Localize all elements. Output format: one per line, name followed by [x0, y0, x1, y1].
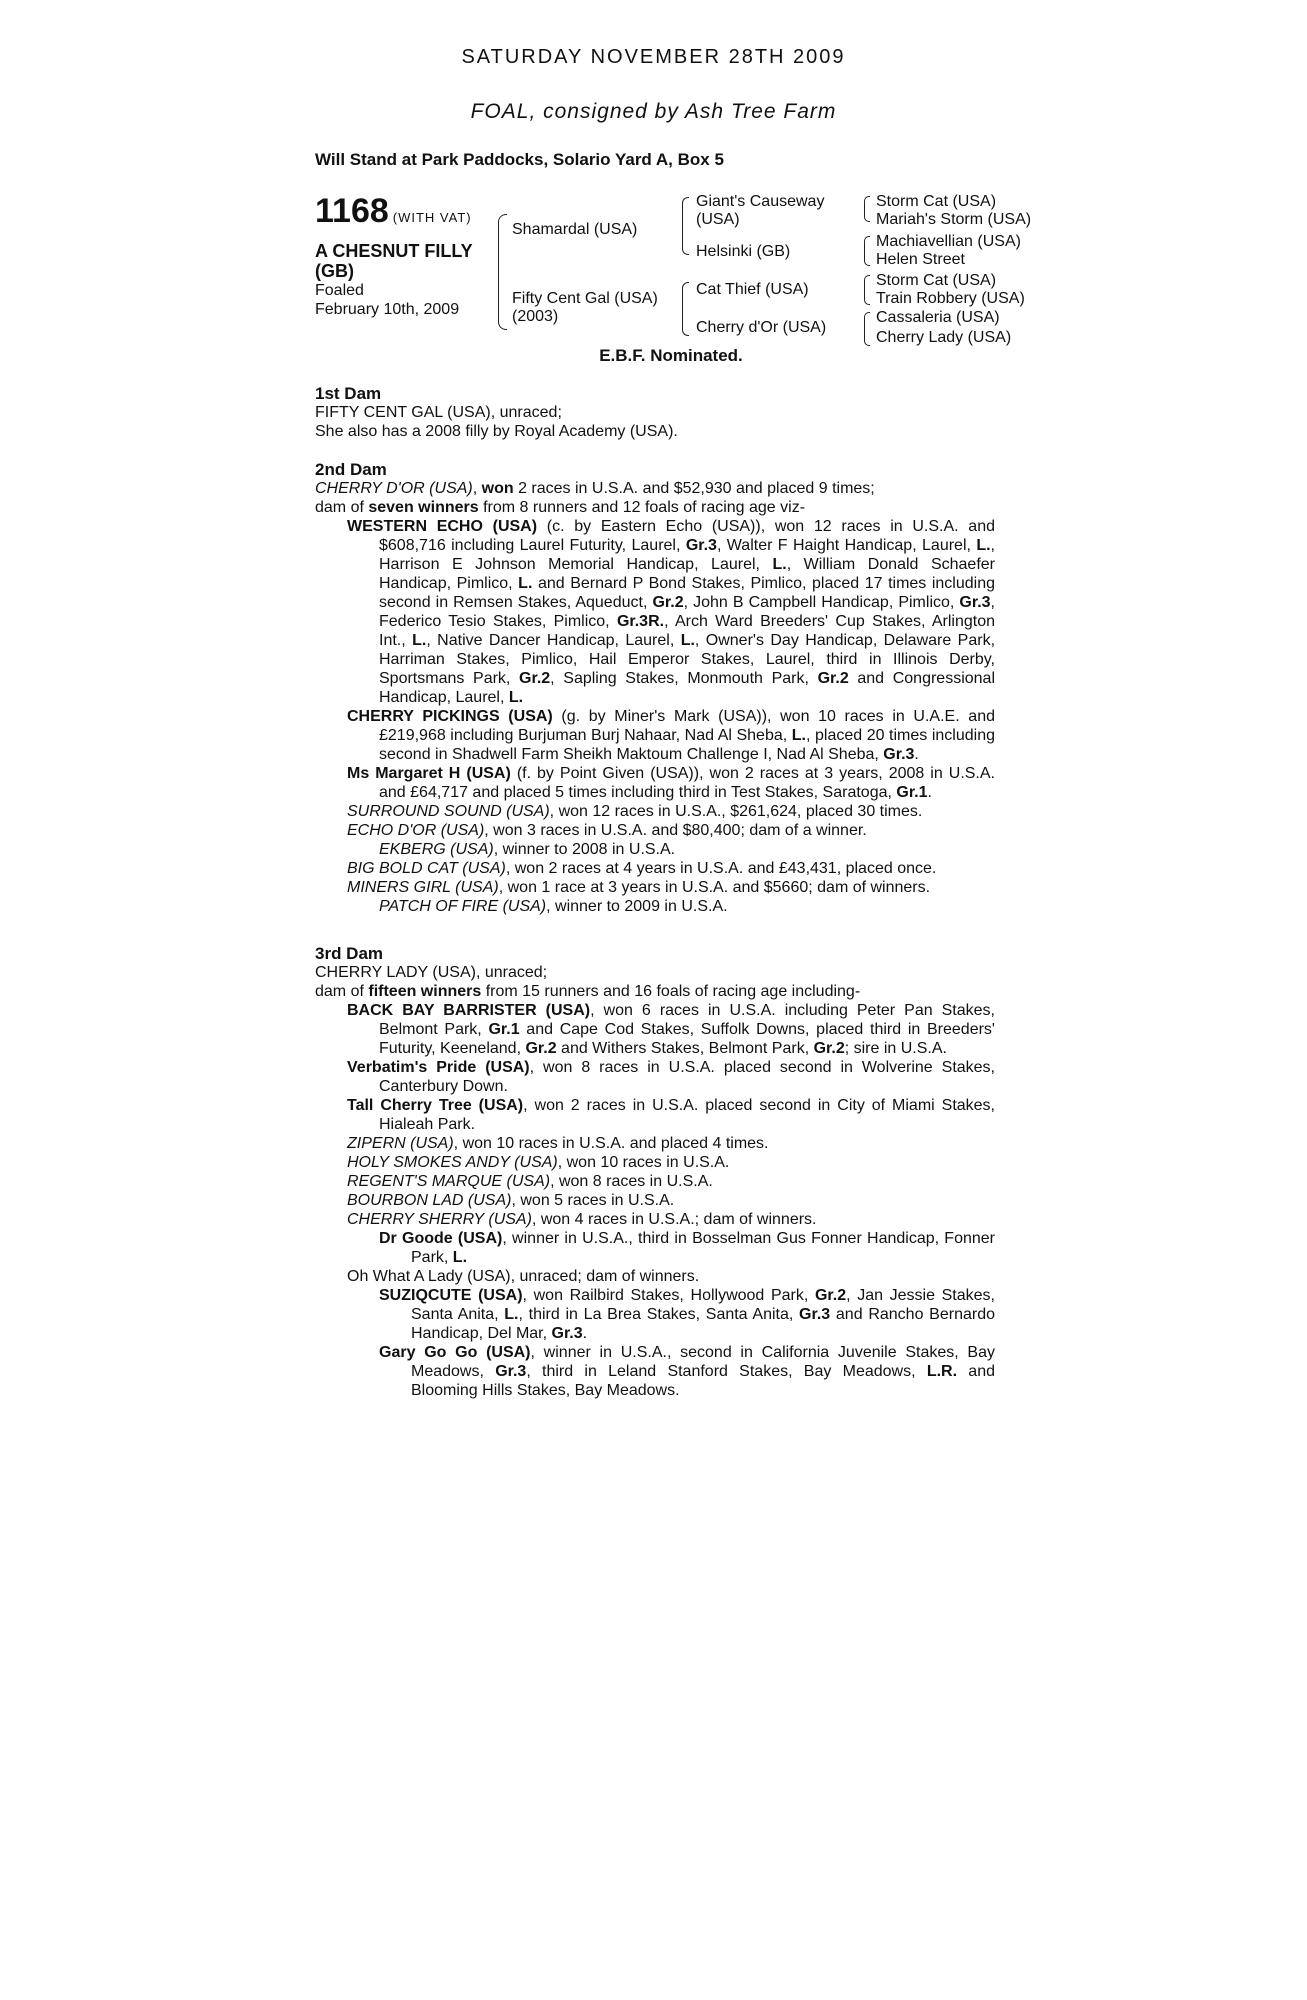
- lot-info: [315, 192, 495, 319]
- text-span: dam of: [315, 499, 369, 516]
- text-span: and Blooming Hills Stakes, Bay Meadows.: [411, 1363, 996, 1399]
- pedigree-sdd: Helen Street: [876, 251, 965, 268]
- text-span: from 8 runners and 12 foals of racing age viz-: [478, 499, 806, 516]
- text-span: , Walter F Haight Handicap, Laurel,: [716, 537, 977, 554]
- pedigree-dam-dam: Cherry d'Or (USA): [696, 319, 827, 336]
- grade: L.: [518, 575, 533, 592]
- produce-zipern: [347, 1134, 995, 1153]
- pedigree-dss: Storm Cat (USA): [876, 272, 997, 289]
- pedigree-dam: Fifty Cent Gal (USA): [512, 290, 658, 307]
- horse-name: WESTERN ECHO (USA): [347, 518, 538, 535]
- horse-name: MINERS GIRL (USA): [347, 879, 499, 896]
- grade: Gr.3: [799, 1306, 831, 1323]
- grade: Gr.2: [525, 1040, 557, 1057]
- text-span: , won 3 races in U.S.A. and $80,400; dam of a winner.: [484, 822, 867, 839]
- consignment-line: FOAL, consigned by Ash Tree Farm: [470, 100, 837, 123]
- foaled-label: Foaled: [315, 282, 364, 299]
- second-dam-line: CHERRY D'OR (USA), won 2 races in U.S.A. and $52,930 and placed 9 times;: [315, 480, 875, 497]
- text-span: , Harrison E Johnson Memorial Handicap, Laurel,: [379, 537, 995, 573]
- text-span: , won 8 races in U.S.A. placed second in Wolverine Stakes, Canterbury Down.: [379, 1059, 995, 1095]
- second-dam-section: [315, 460, 995, 916]
- horse-name: REGENT'S MARQUE (USA): [347, 1173, 551, 1190]
- text-span: , third in Leland Stanford Stakes, Bay Meadows,: [526, 1363, 927, 1380]
- first-dam-line: FIFTY CENT GAL (USA), unraced;: [315, 404, 562, 421]
- second-dam-produce: [315, 498, 995, 517]
- horse-name: BACK BAY BARRISTER (USA): [347, 1002, 591, 1019]
- horse-name: ZIPERN (USA): [347, 1135, 454, 1152]
- produce-list: [315, 517, 995, 916]
- horse-name: EKBERG (USA): [379, 841, 494, 858]
- grade: Gr.3: [883, 746, 915, 763]
- text-span: , won 6 races in U.S.A. including Peter Pan Stakes, Belmont Park,: [379, 1002, 995, 1038]
- text-span: and Rancho Bernardo Handicap, Del Mar,: [411, 1306, 995, 1342]
- grade: Gr.2: [813, 1040, 845, 1057]
- produce-gary-go-go: [347, 1343, 995, 1400]
- text-span: and Withers Stakes, Belmont Park,: [556, 1040, 814, 1057]
- produce-cherry-pickings: CHERRY PICKINGS (USA) (g. by Miner's Mark (USA)), won 10 races in U.A.E. and £219,968 including Burjuman Burj Nahaar, Nad Al Sheba, L., placed 20 times including second in Shadwell Farm Sheikh Maktoum Challenge I, Nad Al Sheba, Gr.3.: [347, 708, 996, 763]
- pedigree-notes: [315, 384, 995, 1419]
- produce-patch-of-fire: [347, 897, 995, 916]
- text-span: , Owner's Day Handicap, Delaware Park, Harriman Stakes, Pimlico, Hail Emperor Stakes, Laurel, third in Illinois Derby, Sportsmans Park,: [379, 632, 996, 687]
- text-span: , won 1 race at 3 years in U.S.A. and $5660; dam of winners.: [498, 879, 931, 896]
- pedigree-sss: Storm Cat (USA): [876, 193, 997, 210]
- produce-verbatims-pride: [347, 1058, 995, 1096]
- text-span: , won 8 races in U.S.A.: [550, 1173, 713, 1190]
- stand-location: Will Stand at Park Paddocks, Solario Yard A, Box 5: [315, 150, 724, 169]
- text-span: , won 4 races in U.S.A.; dam of winners.: [531, 1211, 817, 1228]
- winner-count: seven winners: [368, 499, 479, 516]
- second-dam-heading: 2nd Dam: [315, 460, 387, 479]
- lot-number: 1168: [315, 192, 389, 230]
- pedigree-brace-main: [498, 214, 507, 330]
- text-span: (f. by Point Given (USA)), won 2 races at 3 years, 2008 in U.S.A. and £64,717 and placed 5 times including third in Test Stakes, Saratoga,: [379, 765, 995, 801]
- produce-oh-what-a-lady: Oh What A Lady (USA), unraced; dam of winners.: [347, 1268, 700, 1285]
- lot-origin: (GB): [315, 261, 354, 281]
- second-dam-name: CHERRY D'OR (USA): [315, 480, 473, 497]
- sale-date: SATURDAY NOVEMBER 28TH 2009: [461, 46, 846, 68]
- grade: L.: [504, 1306, 519, 1323]
- grade: Gr.1: [488, 1021, 520, 1038]
- ebf-nomination: E.B.F. Nominated.: [599, 346, 743, 365]
- produce-surround-sound: [347, 802, 995, 821]
- grade: Gr.3: [685, 537, 717, 554]
- pedigree-sire-dam: Helsinki (GB): [696, 243, 791, 260]
- text-span: , won 10 races in U.S.A.: [557, 1154, 730, 1171]
- text-span: , Jan Jessie Stakes, Santa Anita,: [411, 1287, 995, 1323]
- text-span: (c. by Eastern Echo (USA)), won 12 races in U.S.A. and $608,716 including Laurel Futurity, Laurel,: [379, 518, 995, 554]
- text-span: , won 12 races in U.S.A., $261,624, placed 30 times.: [549, 803, 923, 820]
- pedigree-brace-ss: [864, 196, 870, 222]
- pedigree-brace-sd: [864, 236, 870, 266]
- pedigree-brace-dd: [864, 312, 870, 346]
- horse-name: PATCH OF FIRE (USA): [379, 898, 547, 915]
- grade: L.R.: [926, 1363, 958, 1380]
- pedigree-dam-year: (2003): [512, 308, 559, 325]
- pedigree-brace-sire: [682, 197, 689, 255]
- text-span: , winner to 2008 in U.S.A.: [493, 841, 676, 858]
- pedigree-sire-sire-origin: (USA): [696, 211, 740, 228]
- produce-suziqcute: SUZIQCUTE (USA), won Railbird Stakes, Hollywood Park, Gr.2, Jan Jessie Stakes, Santa Anita, L., third in La Brea Stakes, Santa Anita, Gr.3 and Rancho Bernardo Handicap, Del Mar, Gr.3.: [379, 1287, 995, 1342]
- lot-number-line: [315, 192, 495, 237]
- horse-name: BOURBON LAD (USA): [347, 1192, 512, 1209]
- text-span: , won 2 races in U.S.A. placed second in City of Miami Stakes, Hialeah Park.: [379, 1097, 996, 1133]
- first-dam-note: She also has a 2008 filly by Royal Academy (USA).: [315, 423, 678, 440]
- vat-note: (WITH VAT): [392, 210, 472, 225]
- pedigree-dds: Cassaleria (USA): [876, 309, 1000, 326]
- pedigree-dsd: Train Robbery (USA): [876, 290, 1025, 307]
- produce-regents-marque: [347, 1172, 995, 1191]
- grade: Gr.2: [817, 670, 849, 687]
- grade: Gr.3: [551, 1325, 583, 1342]
- pedigree-brace-dam: [682, 282, 689, 336]
- horse-name: Tall Cherry Tree (USA): [347, 1097, 524, 1114]
- grade: L.: [412, 632, 427, 649]
- horse-name: Verbatim's Pride (USA): [347, 1059, 530, 1076]
- pedigree-sire: Shamardal (USA): [512, 221, 638, 238]
- produce-back-bay-barrister: [347, 1001, 995, 1058]
- pedigree-ddd: Cherry Lady (USA): [876, 329, 1012, 346]
- won-word: won: [481, 480, 514, 497]
- produce-dr-goode: [347, 1229, 995, 1267]
- text-span: , Native Dancer Handicap, Laurel,: [426, 632, 681, 649]
- horse-name: HOLY SMOKES ANDY (USA): [347, 1154, 558, 1171]
- winner-count: fifteen winners: [368, 983, 482, 1000]
- text-span: , winner in U.S.A., second in California Juvenile Stakes, Bay Meadows,: [411, 1344, 995, 1380]
- text-span: , John B Campbell Handicap, Pimlico,: [683, 594, 960, 611]
- text-span: , winner to 2009 in U.S.A.: [546, 898, 728, 915]
- lot-description: A CHESNUT FILLY: [315, 241, 473, 261]
- grade: Gr.2: [814, 1287, 847, 1304]
- third-dam-line: CHERRY LADY (USA), unraced;: [315, 964, 548, 981]
- horse-name: ECHO D'OR (USA): [347, 822, 485, 839]
- pedigree-brace-ds: [864, 275, 870, 305]
- text-span: ; sire in U.S.A.: [844, 1040, 947, 1057]
- text-span: , Sapling Stakes, Monmouth Park,: [550, 670, 818, 687]
- horse-name: Dr Goode (USA): [379, 1230, 503, 1247]
- pedigree-dam-sire: Cat Thief (USA): [696, 281, 809, 298]
- horse-name: BIG BOLD CAT (USA): [347, 860, 506, 877]
- produce-western-echo: [347, 517, 995, 707]
- first-dam-section: [315, 384, 995, 441]
- third-dam-section: [315, 944, 995, 1400]
- third-dam-produce: [315, 982, 995, 1001]
- second-dam-record: 2 races in U.S.A. and $52,930 and placed 9 times;: [513, 480, 875, 497]
- horse-name: SUZIQCUTE (USA): [379, 1287, 523, 1304]
- grade: L.: [791, 727, 806, 744]
- horse-name: CHERRY SHERRY (USA): [347, 1211, 532, 1228]
- text-span: and Congressional Handicap, Laurel,: [379, 670, 996, 706]
- horse-name: SURROUND SOUND (USA): [347, 803, 550, 820]
- produce-big-bold-cat: [347, 859, 995, 878]
- grade: L.: [680, 632, 695, 649]
- produce-echo-dor: [347, 821, 995, 840]
- grade: Gr.2: [519, 670, 551, 687]
- pedigree-sire-sire: Giant's Causeway: [696, 193, 825, 210]
- grade: Gr.3: [959, 594, 991, 611]
- grade: L.: [772, 556, 787, 573]
- text-span: , placed 20 times including second in Shadwell Farm Sheikh Maktoum Challenge I, Nad Al Sheba,: [379, 727, 996, 763]
- text-span: , won Railbird Stakes, Hollywood Park,: [522, 1287, 815, 1304]
- text-span: from 15 runners and 16 foals of racing age including-: [481, 983, 861, 1000]
- text-span: , Federico Tesio Stakes, Pimlico,: [379, 594, 995, 630]
- grade: Gr.1: [896, 784, 928, 801]
- pedigree-ssd: Mariah's Storm (USA): [876, 211, 1032, 228]
- produce-holy-smokes-andy: [347, 1153, 995, 1172]
- grade: L.: [508, 689, 524, 706]
- grade: Gr.2: [652, 594, 684, 611]
- text-span: , third in La Brea Stakes, Santa Anita,: [518, 1306, 800, 1323]
- third-dam-heading: 3rd Dam: [315, 944, 384, 963]
- text-span: , won 5 races in U.S.A.: [511, 1192, 675, 1209]
- text-span: , won 2 races at 4 years in U.S.A. and £43,431, placed once.: [505, 860, 937, 877]
- grade: L.: [976, 537, 991, 554]
- text-span: and Bernard P Bond Stakes, Pimlico, placed 17 times including second in Remsen Stakes, Aqueduct,: [379, 575, 995, 611]
- text-span: , William Donald Schaefer Handicap, Pimlico,: [379, 556, 995, 592]
- foaled-date: February 10th, 2009: [315, 301, 460, 318]
- text-span: and Cape Cod Stakes, Suffolk Downs, placed third in Breeders' Futurity, Keeneland,: [379, 1021, 995, 1057]
- text-span: , winner in U.S.A., third in Bosselman Gus Fonner Handicap, Fonner Park,: [411, 1230, 996, 1266]
- third-dam-produce-list: [315, 1001, 995, 1400]
- first-dam-heading: 1st Dam: [315, 384, 382, 403]
- produce-bourbon-lad: [347, 1191, 995, 1210]
- text-span: , won 10 races in U.S.A. and placed 4 times.: [453, 1135, 769, 1152]
- horse-name: CHERRY PICKINGS (USA): [347, 708, 553, 725]
- produce-miners-girl: [347, 878, 995, 897]
- horse-name: Gary Go Go (USA): [379, 1344, 531, 1361]
- horse-name: Ms Margaret H (USA): [347, 765, 511, 782]
- pedigree-sds: Machiavellian (USA): [876, 233, 1021, 250]
- text-span: , Arch Ward Breeders' Cup Stakes, Arlington Int.,: [379, 613, 995, 649]
- produce-ekberg: [347, 840, 995, 859]
- text-span: (g. by Miner's Mark (USA)), won 10 races in U.A.E. and £219,968 including Burjuman Burj Nahaar, Nad Al Sheba,: [379, 708, 995, 744]
- produce-ms-margaret: Ms Margaret H (USA) (f. by Point Given (USA)), won 2 races at 3 years, 2008 in U.S.A. and £64,717 and placed 5 times including third in Test Stakes, Saratoga, Gr.1.: [347, 765, 995, 801]
- grade: Gr.3: [495, 1363, 527, 1380]
- produce-cherry-sherry: [347, 1210, 995, 1229]
- text-span: dam of: [315, 983, 369, 1000]
- grade: L.: [452, 1249, 468, 1266]
- grade: Gr.3R.: [616, 613, 665, 630]
- produce-tall-cherry-tree: [347, 1096, 995, 1134]
